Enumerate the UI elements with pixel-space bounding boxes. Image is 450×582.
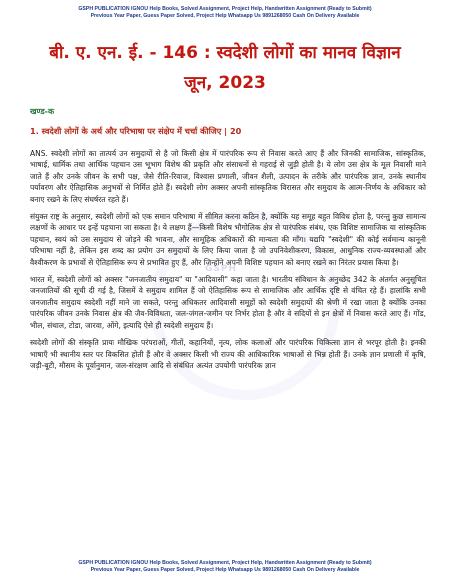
document-title: बी. ए. एन. ई. - 146 : स्वदेशी लोगों का मानव विज्ञान [49, 43, 401, 63]
page-footer [0, 560, 450, 574]
footer-line-2: Previous Year Paper, Guess Paper Solved, Project Help Whatsapp Us 9891268050 Cash On Delivery Available [90, 567, 360, 573]
header-line-2: Previous Year Paper, Guess Paper Solved, Project Help Whatsapp Us 9891268050 Cash On Delivery Available [90, 13, 360, 19]
answer-paragraph: संयुक्त राष्ट्र के अनुसार, स्वदेशी लोगों को एक समान परिभाषा में सीमित करना कठिन है, क्योंकि यह समूह बहुत विविध होता है, परन्तु कुछ सामान्य लक्षणों के आधार पर इन्हें पहचाना जा सकता है। ये लक्षण हैं—किसी विशेष भौगोलिक क्षेत्र से पारंपरिक संबंध, एक विशिष्ट सामाजिक या सांस्कृतिक पहचान, स्वयं को उस समुदाय से जोड़ने की भावना, और सामूहिक अधिकारों की मान्यता की माँग। यद्यपि "स्वदेशी" की कोई सर्वमान्य कानूनी परिभाषा नहीं है, लेकिन इस शब्द का प्रयोग उन समुदायों के लिए किया जाता है जो उपनिवेशीकरण, विकास, आधुनिक राज्य-व्यवस्थाओं और वैश्वीकरण के प्रभावों से ऐतिहासिक रूप से प्रभावित हुए हैं, और जिन्होंने अपनी विशिष्ट पहचान को बनाए रखने का निरंतर प्रयास किया है। [30, 212, 426, 267]
section-heading: खण्ड-क [30, 107, 55, 116]
header-line-1: GSPH PUBLICATION IGNOU Help Books, Solved Assignment, Project Help, Handwritten Assignment (Ready to Submit) [78, 6, 372, 12]
answer-paragraph: भारत में, स्वदेशी लोगों को अक्सर "जनजातीय समुदाय" या "आदिवासी" कहा जाता है। भारतीय संविधान के अनुच्छेद 342 के अंतर्गत अनुसूचित जनजातियों की सूची दी गई है, जिसमें वे समुदाय शामिल हैं जो ऐतिहासिक रूप से सामाजिक और आर्थिक दृष्टि से वंचित रहे हैं। हालांकि सभी जनजातीय समुदाय स्वदेशी नहीं माने जा सकते, परन्तु अधिकतर आदिवासी समूहों को स्वदेशी समुदायों की श्रेणी में रखा जाता है क्योंकि उनका पारंपरिक जीवन उनके निवास क्षेत्र की जैव-विविधता, जल-जंगल-जमीन पर निर्भर होता है और वे सदियों से इन क्षेत्रों में निवास करते आए हैं। गोंड, भील, संथाल, टोडा, जारवा, ओंगे, इत्यादि ऐसे ही स्वदेशी समुदाय हैं। [30, 275, 426, 330]
exam-date: जून, 2023 [184, 73, 266, 93]
answer-paragraph: स्वदेशी लोगों की संस्कृति प्रायः मौखिक परंपराओं, गीतों, कहानियों, नृत्य, लोक कलाओं और पारंपरिक चिकित्सा ज्ञान से भरपूर होती है। इनकी भाषाएँ भी स्थानीय स्तर पर विकसित होती हैं और वे अक्सर किसी भी राज्य की आधिकारिक भाषाओं से भिन्न होती हैं। उनके ज्ञान प्रणाली में कृषि, जड़ी-बूटी, मौसम के पूर्वानुमान, जल-संरक्षण आदि से संबंधित अत्यंत उपयोगी पारंपरिक ज्ञान [30, 338, 426, 370]
question-heading: 1. स्वदेशी लोगों के अर्थ और परिभाषा पर संक्षेप में चर्चा कीजिए | 20 [30, 126, 242, 136]
watermark-text: GSPH [205, 264, 237, 274]
footer-line-1: GSPH PUBLICATION IGNOU Help Books, Solved Assignment, Project Help, Handwritten Assignment (Ready to Submit) [78, 560, 372, 566]
answer-paragraph: ANS. स्वदेशी लोगों का तात्पर्य उन समुदायों से है जो किसी क्षेत्र में पारंपरिक रूप से निवास करते आए हैं और जिनकी सामाजिक, सांस्कृतिक, भाषाई, धार्मिक तथा आर्थिक पहचान उस भूभाग विशेष की प्रकृति और संसाधनों से गहराई से जुड़ी होती है। ये लोग उस क्षेत्र के मूल निवासी माने जाते हैं और उनके जीवन के सभी पक्ष, जैसे रीति-रिवाज, विश्वास प्रणाली, जीवन शैली, उत्पादन के तरीके और पारंपरिक ज्ञान, उनके स्थानीय पर्यावरण और ऐतिहासिक अनुभवों से निर्मित होते हैं। स्वदेशी लोग अक्सर अपनी सांस्कृतिक विरासत और समुदाय के आत्म-निर्णय के अधिकार को बनाए रखने के लिए संघर्षरत रहते हैं। [30, 149, 426, 204]
answer-body [30, 148, 426, 377]
page-header [0, 6, 450, 20]
